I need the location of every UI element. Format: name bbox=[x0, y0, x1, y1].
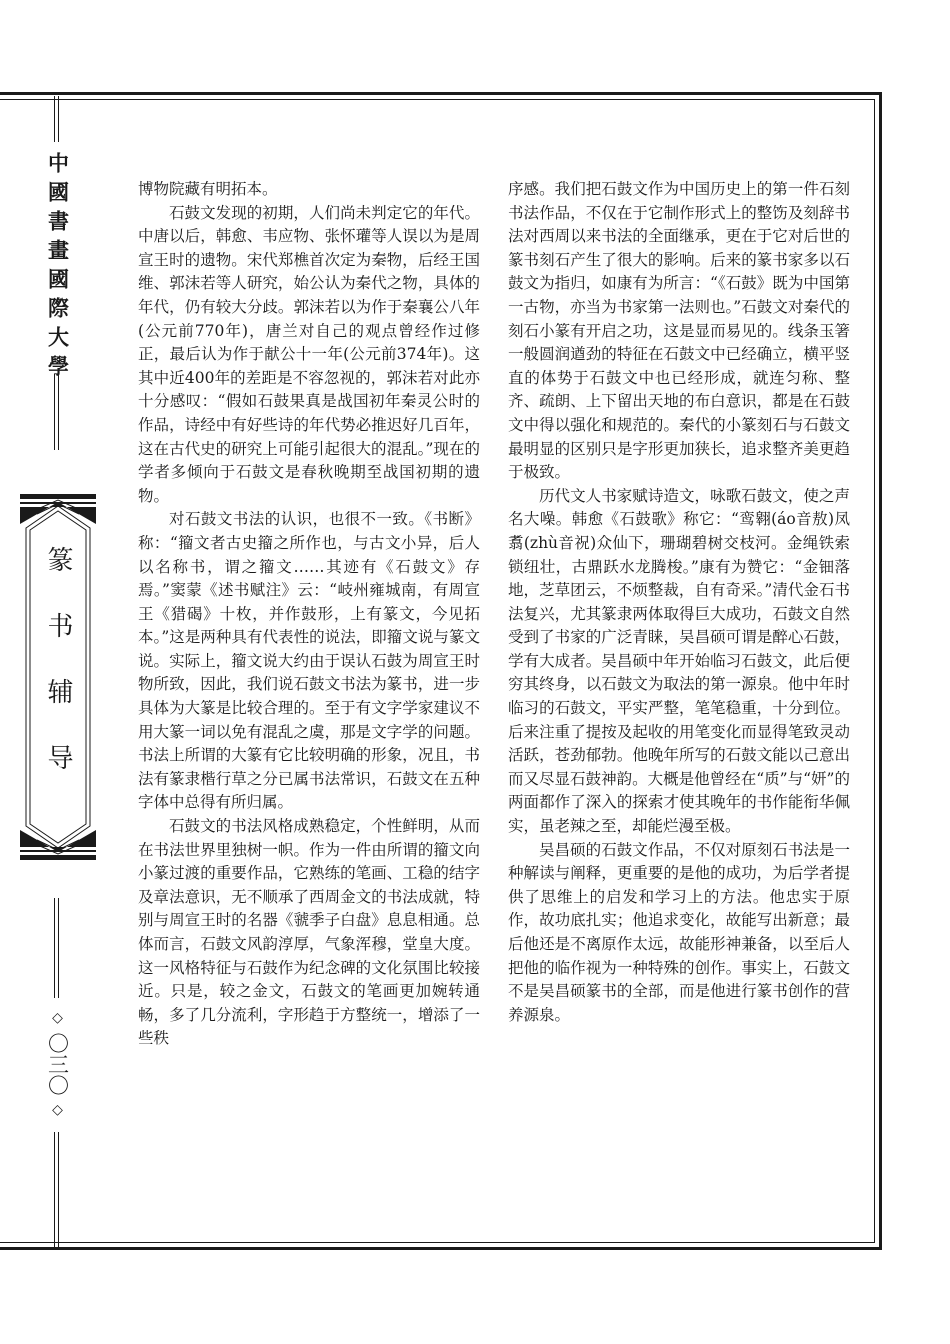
sidebar-line bbox=[58, 374, 59, 450]
paragraph: 石鼓文发现的初期，人们尚未判定它的年代。中唐以后，韩愈、韦应物、张怀瓘等人误以为是周宣王时的遗物。宋代郑樵首次定为秦物，后经王国维、郭沫若等人研究，始公认为秦代之物，具体的年代，仍有较大分歧。郭沫若以为作于秦襄公八年(公元前770年)，唐兰对自己的观点曾经作过修正，最后认为作于献公十一年(公元前374年)。这其中近400年的差距是不容忽视的，郭沫若对此亦十分感叹：“假如石鼓果真是战国初年秦灵公时的作品，诗经中有好些诗的年代势必推迟好几百年，这在古代史的研究上可能引起很大的混乱。”现在的学者多倾向于石鼓文是春秋晚期至战国初期的遗物。 bbox=[138, 203, 480, 505]
paragraph: 石鼓文的书法风格成熟稳定，个性鲜明，从而在书法世界里独树一帜。作为一件由所谓的籀文向小篆过渡的重要作品，它熟练的笔画、工稳的结字及章法意识，无不顺承了西周金文的书法成就，特别与周宣王时的名器《虢季子白盘》息息相通。总体而言，石鼓文风韵淳厚，气象浑穆，堂皇大度。这一风格特征与石鼓作为纪念碑的文化氛围比较接近。只是，较之金文，石鼓文的笔画更加婉转通畅，多了几分流利，字形趋于方整统一，增添了一些秩 bbox=[138, 817, 480, 1048]
paragraph: 序感。我们把石鼓文作为中国历史上的第一件石刻书法作品，不仅在于它制作形式上的整饬及刻辞书法对西周以来书法的全面继承，更在于它对后世的篆书刻石产生了很大的影响。后来的篆书家多以石鼓文为指归，如康有为所言：“《石鼓》既为中国第一古物，亦当为书家第一法则也。”石鼓文对秦代的刻石小篆有开启之功，这是显而易见的。线条玉箸一般圆润遒劲的特征在石鼓文中已经确立，横平竖直的体势于石鼓文中也已经形成，就连匀称、整齐、疏朗、上下留出天地的布白意识，都是在石鼓文中得以强化和规范的。秦代的小篆刻石与石鼓文最明显的区别只是字形更加狭长，追求整齐美更趋于极致。 bbox=[508, 180, 850, 482]
sidebar-line bbox=[54, 374, 55, 450]
paragraph: 对石鼓文书法的认识，也很不一致。《书断》称：“籀文者古史籀之所作也，与古文小异，后人以名称书，谓之籀文……其迹有《石鼓文》存焉。”窦蒙《述书赋注》云：“岐州雍城南，有周宣王《猎碣》十枚，并作鼓形，上有篆文，今见拓本。”这是两种具有代表性的说法，即籀文说与篆文说。实际上，籀文说大约由于误认石鼓为周宣王时物所致，因此，我们说石鼓文书法为篆书，进一步具体为大篆是比较合理的。至于有文字学家建议不用大篆一词以免有混乱之虞，那是文字学的问题。书法上所谓的大篆有它比较明确的形象，况且，书法有篆隶楷行草之分已属书法常识，石鼓文在五种字体中总得有所归属。 bbox=[138, 510, 480, 812]
section-banner bbox=[20, 494, 96, 860]
sidebar-line bbox=[58, 1132, 59, 1248]
sidebar-line bbox=[58, 96, 59, 142]
paragraph: 博物院藏有明拓本。 bbox=[138, 180, 278, 198]
page-number-text: 〇三〇 bbox=[45, 1032, 70, 1096]
sidebar-line bbox=[54, 1132, 55, 1248]
sidebar-line bbox=[54, 898, 55, 998]
page-number bbox=[45, 1010, 68, 1118]
text-column-left bbox=[138, 178, 480, 1051]
university-name: 中國書畫國際大學 bbox=[45, 152, 70, 384]
sidebar-line bbox=[58, 898, 59, 998]
diamond-ornament: ◇ bbox=[49, 1010, 66, 1026]
paragraph: 历代文人书家赋诗造文，咏歌石鼓文，使之声名大噪。韩愈《石鼓歌》称它：“鸾翱(áo音敖)凤翥(zhù音祝)众仙下，珊瑚碧树交枝河。金绳铁索锁纽壮，古鼎跃水龙腾梭。”康有为赞它：“金钿落地，芝草团云，不烦整裁，自有奇采。”清代金石书法复兴，尤其篆隶两体取得巨大成功，石鼓文自然受到了书家的广泛青睐，吴昌硕可谓是醉心石鼓，学有大成者。吴昌硕中年开始临习石鼓文，此后便穷其终身，以石鼓文为取法的第一源泉。他中年时临习的石鼓文，平实严整，笔笔稳重，十分到位。后来注重了提按及起收的用笔变化而显得笔致灵动活跃，苍劲郁勃。他晚年所写的石鼓文能以己意出而又尽显石鼓神韵。大概是他曾经在“质”与“妍”的两面都作了深入的探索才使其晚年的书作能衔华佩实，虽老辣之至，却能烂漫至极。 bbox=[508, 486, 850, 836]
sidebar-line bbox=[54, 96, 55, 142]
paragraph: 吴昌硕的石鼓文作品，不仅对原刻石书法是一种解读与阐释，更重要的是他的成功，为后学者提供了思维上的启发和学习上的方法。他忠实于原作，故功底扎实；他追求变化，故能写出新意；最后他还是不离原作太远，故能形神兼备，以至后人把他的临作视为一种特殊的创作。事实上，石鼓文不是吴昌硕篆书的全部，而是他进行篆书创作的营养源泉。 bbox=[508, 840, 850, 1024]
diamond-ornament: ◇ bbox=[49, 1102, 66, 1119]
text-column-right bbox=[508, 178, 850, 1027]
section-title: 篆书辅导 bbox=[43, 546, 73, 810]
